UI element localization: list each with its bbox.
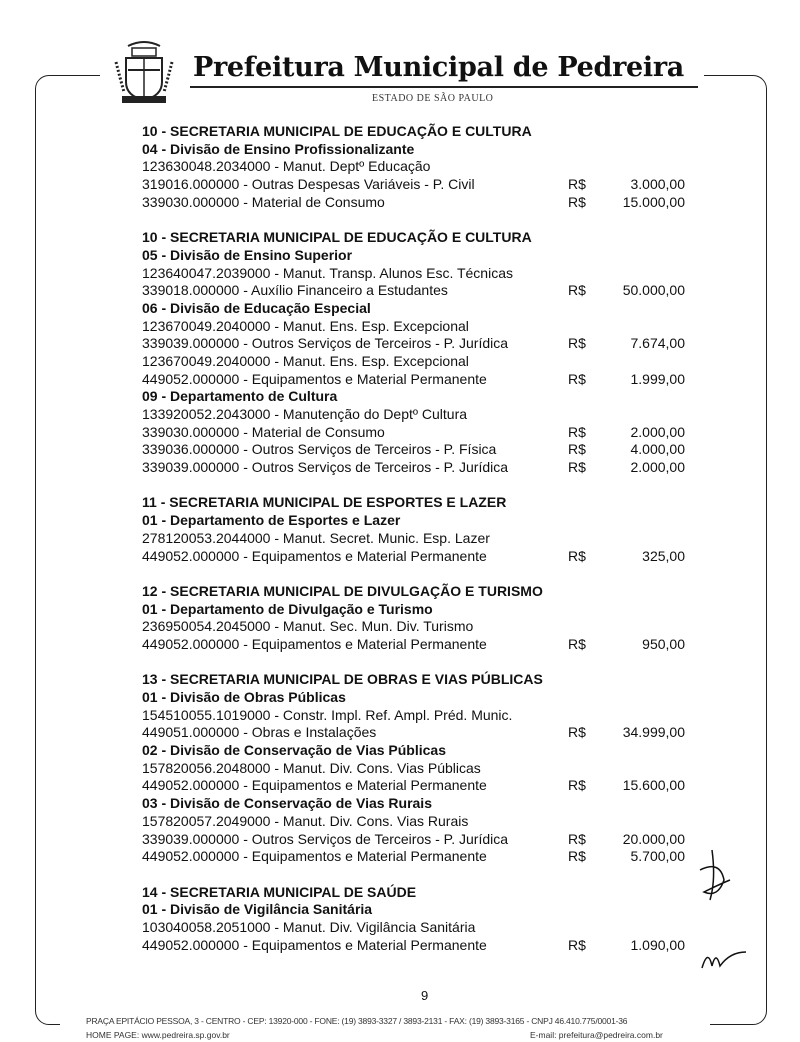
line-description: 339036.000000 - Outros Serviços de Terceiros - P. Física	[142, 441, 497, 458]
line-description: 123630048.2034000 - Manut. Deptº Educação	[142, 158, 431, 175]
budget-line	[142, 831, 687, 849]
division-heading	[142, 795, 687, 813]
line-description: 339039.000000 - Outros Serviços de Terceiros - P. Jurídica	[142, 459, 509, 476]
division-heading	[142, 388, 687, 406]
secretariat-heading	[142, 671, 687, 689]
section-spacer	[142, 866, 687, 884]
amount-value: 7.674,00	[630, 335, 685, 352]
amount-value: 15.000,00	[622, 193, 685, 210]
currency-label: R$	[568, 335, 586, 352]
secretariat-heading	[142, 583, 687, 601]
currency-label: R$	[568, 848, 586, 865]
line-description: 04 - Divisão de Ensino Profissionalizante	[142, 140, 415, 157]
budget-line	[142, 530, 687, 548]
division-heading	[142, 601, 687, 619]
budget-line	[142, 176, 687, 194]
budget-line	[142, 618, 687, 636]
page-number: 9	[421, 988, 429, 1003]
line-description: 157820057.2049000 - Manut. Div. Cons. Vias Rurais	[142, 812, 469, 829]
budget-line	[142, 848, 687, 866]
division-heading	[142, 901, 687, 919]
line-description: 10 - SECRETARIA MUNICIPAL DE EDUCAÇÃO E CULTURA	[142, 123, 532, 139]
division-heading	[142, 742, 687, 760]
section-spacer	[142, 211, 687, 229]
budget-line	[142, 424, 687, 442]
secretariat-heading	[142, 884, 687, 902]
page-subtitle: ESTADO DE SÃO PAULO	[372, 93, 494, 104]
currency-label: R$	[568, 547, 586, 564]
division-heading	[142, 689, 687, 707]
footer-address: PRAÇA EPITÁCIO PESSOA, 3 - CENTRO - CEP: 13920-000 - FONE: (19) 3893-3327 / 3893-2131 - FAX: (19) 3893-3165 - CNPJ 46.410.775/0001-36	[86, 1016, 628, 1026]
amount-value: 50.000,00	[622, 282, 685, 299]
currency-label: R$	[568, 441, 586, 458]
line-description: 10 - SECRETARIA MUNICIPAL DE EDUCAÇÃO E CULTURA	[142, 229, 532, 246]
budget-line	[142, 937, 687, 955]
amount-value: 15.600,00	[622, 777, 685, 794]
division-heading	[142, 141, 687, 159]
amount-value: 2.000,00	[630, 459, 685, 476]
currency-label: R$	[568, 423, 586, 440]
amount-value: 20.000,00	[622, 830, 685, 847]
line-description: 123640047.2039000 - Manut. Transp. Alunos Esc. Técnicas	[142, 264, 513, 281]
line-description: 449052.000000 - Equipamentos e Material Permanente	[142, 936, 487, 953]
line-description: 02 - Divisão de Conservação de Vias Públicas	[142, 742, 446, 759]
line-description: 449052.000000 - Equipamentos e Material Permanente	[142, 777, 487, 794]
section-spacer	[142, 565, 687, 583]
secretariat-heading	[142, 229, 687, 247]
line-description: 01 - Departamento de Esportes e Lazer	[142, 512, 401, 529]
currency-label: R$	[568, 282, 586, 299]
budget-line	[142, 318, 687, 336]
currency-label: R$	[568, 830, 586, 847]
budget-line	[142, 724, 687, 742]
division-heading	[142, 300, 687, 318]
footer-email: E-mail: prefeitura@pedreira.com.br	[530, 1030, 663, 1040]
division-heading	[142, 512, 687, 530]
currency-label: R$	[568, 459, 586, 476]
line-description: 13 - SECRETARIA MUNICIPAL DE OBRAS E VIAS PÚBLICAS	[142, 671, 543, 688]
line-description: 01 - Divisão de Obras Públicas	[142, 689, 346, 705]
line-description: 06 - Divisão de Educação Especial	[142, 299, 371, 316]
line-description: 449052.000000 - Equipamentos e Material Permanente	[142, 547, 487, 564]
amount-value: 4.000,00	[630, 441, 685, 458]
signature-icon	[690, 840, 760, 980]
amount-value: 3.000,00	[630, 176, 685, 193]
amount-value: 1.999,00	[630, 370, 685, 387]
budget-line	[142, 441, 687, 459]
footer-homepage: HOME PAGE: www.pedreira.sp.gov.br	[86, 1030, 230, 1040]
budget-line	[142, 335, 687, 353]
budget-line	[142, 265, 687, 283]
section-spacer	[142, 654, 687, 672]
division-heading	[142, 247, 687, 265]
budget-line	[142, 636, 687, 654]
amount-value: 2.000,00	[630, 423, 685, 440]
currency-label: R$	[568, 176, 586, 193]
line-description: 12 - SECRETARIA MUNICIPAL DE DIVULGAÇÃO E TURISMO	[142, 582, 543, 599]
secretariat-heading	[142, 123, 687, 141]
amount-value: 5.700,00	[630, 848, 685, 865]
line-description: 236950054.2045000 - Manut. Sec. Mun. Div. Turismo	[142, 618, 474, 635]
budget-line	[142, 282, 687, 300]
line-description: 01 - Divisão de Vigilância Sanitária	[142, 901, 373, 918]
budget-line	[142, 707, 687, 725]
page-title: Prefeitura Municipal de Pedreira	[193, 52, 684, 83]
currency-label: R$	[568, 193, 586, 210]
budget-listing	[142, 123, 687, 954]
line-description: 449052.000000 - Equipamentos e Material Permanente	[142, 370, 487, 387]
budget-line	[142, 353, 687, 371]
budget-line	[142, 548, 687, 566]
line-description: 449051.000000 - Obras e Instalações	[142, 724, 377, 741]
line-description: 14 - SECRETARIA MUNICIPAL DE SAÚDE	[142, 883, 417, 900]
line-description: 05 - Divisão de Ensino Superior	[142, 246, 353, 263]
line-description: 09 - Departamento de Cultura	[142, 388, 338, 405]
line-description: 01 - Departamento de Divulgação e Turismo	[142, 600, 433, 617]
budget-line	[142, 919, 687, 937]
line-description: 339030.000000 - Material de Consumo	[142, 423, 385, 440]
line-description: 157820056.2048000 - Manut. Div. Cons. Vias Públicas	[142, 759, 481, 776]
line-description: 11 - SECRETARIA MUNICIPAL DE ESPORTES E LAZER	[142, 494, 507, 511]
budget-line	[142, 194, 687, 212]
title-divider	[190, 86, 698, 88]
line-description: 449052.000000 - Equipamentos e Material Permanente	[142, 635, 487, 652]
line-description: 154510055.1019000 - Constr. Impl. Ref. Ampl. Préd. Munic.	[142, 706, 513, 723]
budget-line	[142, 813, 687, 831]
line-description: 449052.000000 - Equipamentos e Material Permanente	[142, 848, 487, 865]
budget-line	[142, 459, 687, 477]
currency-label: R$	[568, 635, 586, 652]
amount-value: 1.090,00	[630, 936, 685, 953]
currency-label: R$	[568, 724, 586, 741]
line-description: 339039.000000 - Outros Serviços de Terceiros - P. Jurídica	[142, 335, 509, 352]
line-description: 339039.000000 - Outros Serviços de Terceiros - P. Jurídica	[142, 830, 509, 847]
currency-label: R$	[568, 777, 586, 794]
line-description: 123670049.2040000 - Manut. Ens. Esp. Excepcional	[142, 317, 469, 334]
line-description: 319016.000000 - Outras Despesas Variáveis - P. Civil	[142, 176, 475, 193]
currency-label: R$	[568, 370, 586, 387]
budget-line	[142, 158, 687, 176]
budget-line	[142, 760, 687, 778]
budget-line	[142, 777, 687, 795]
secretariat-heading	[142, 494, 687, 512]
amount-value: 325,00	[642, 547, 685, 564]
coat-of-arms-icon	[112, 38, 176, 106]
amount-value: 34.999,00	[622, 724, 685, 741]
budget-line	[142, 371, 687, 389]
currency-label: R$	[568, 936, 586, 953]
amount-value: 950,00	[642, 635, 685, 652]
budget-line	[142, 406, 687, 424]
line-description: 339030.000000 - Material de Consumo	[142, 193, 385, 210]
line-description: 03 - Divisão de Conservação de Vias Rurais	[142, 795, 432, 812]
line-description: 278120053.2044000 - Manut. Secret. Munic. Esp. Lazer	[142, 529, 490, 546]
line-description: 103040058.2051000 - Manut. Div. Vigilância Sanitária	[142, 918, 476, 935]
section-spacer	[142, 477, 687, 495]
line-description: 133920052.2043000 - Manutenção do Deptº Cultura	[142, 406, 468, 422]
line-description: 123670049.2040000 - Manut. Ens. Esp. Excepcional	[142, 352, 469, 369]
line-description: 339018.000000 - Auxílio Financeiro a Estudantes	[142, 282, 448, 299]
